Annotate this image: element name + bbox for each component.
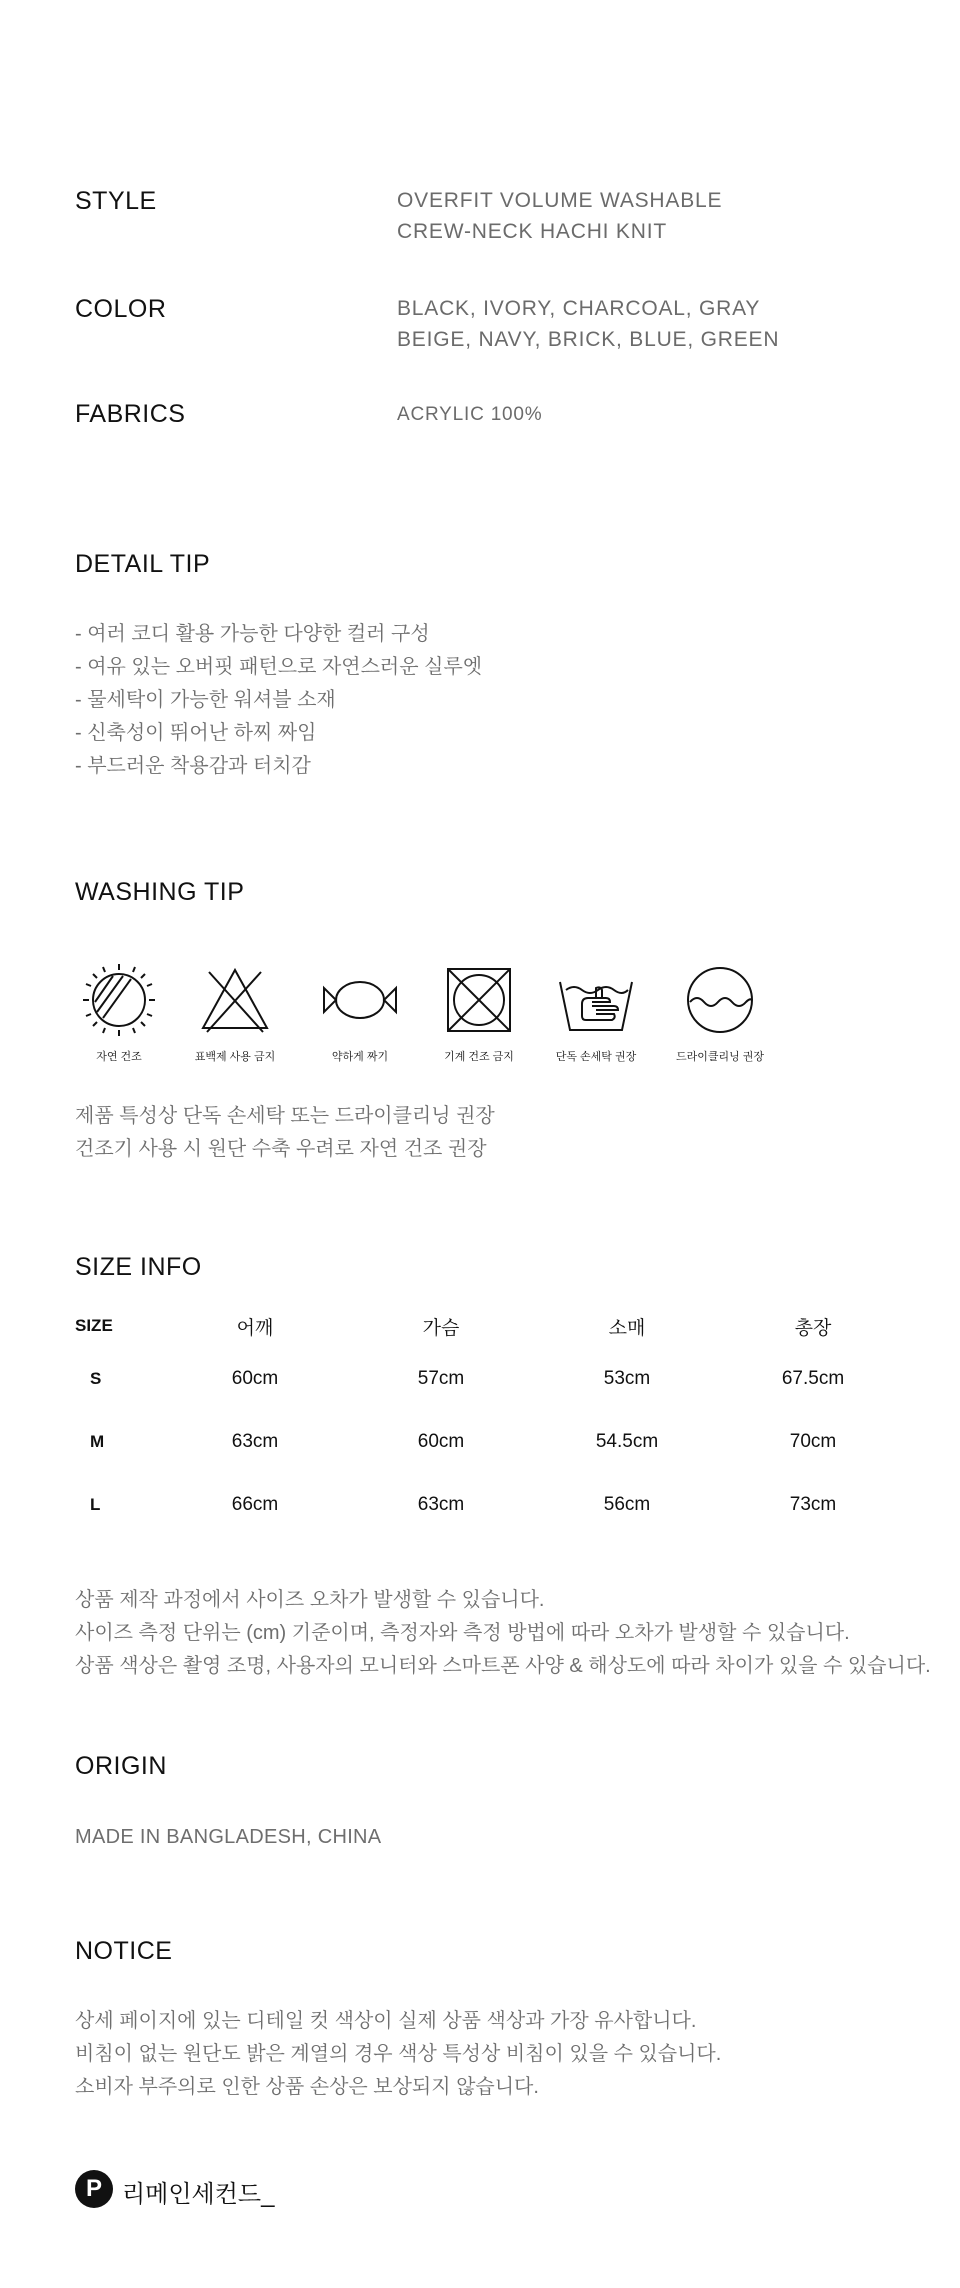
washing-tip-notes xyxy=(75,1100,495,1166)
notice-line: 소비자 부주의로 인한 상품 손상은 보상되지 않습니다. xyxy=(75,2076,539,2098)
origin-value: MADE IN BANGLADESH, CHINA xyxy=(75,1826,382,1848)
style-value-line: CREW-NECK HACHI KNIT xyxy=(397,220,667,243)
size-header-cell: 총장 xyxy=(794,1317,832,1339)
fabrics-value-line: ACRYLIC 100% xyxy=(397,404,543,425)
washing-tip-line: 건조기 사용 시 원단 수축 우려로 자연 건조 권장 xyxy=(75,1138,487,1160)
notice-line: 비침이 없는 원단도 밝은 계열의 경우 색상 특성상 비침이 있을 수 있습니다. xyxy=(75,2043,722,2065)
detail-tip-title: DETAIL TIP xyxy=(75,550,211,578)
size-notes xyxy=(75,1584,931,1683)
color-label: COLOR xyxy=(75,295,167,323)
wash-caption: 표백제 사용 금지 xyxy=(194,1051,276,1063)
wash-item-sun-dry xyxy=(64,960,174,1064)
wash-caption: 기계 건조 금지 xyxy=(444,1051,514,1063)
table-row xyxy=(75,1410,906,1473)
brand-name: 리메인세컨드_ xyxy=(122,2181,275,2208)
fabrics-value xyxy=(397,399,543,430)
size-header-cell: 소매 xyxy=(608,1317,646,1339)
notice-line: 상세 페이지에 있는 디테일 컷 색상이 실제 상품 색상과 가장 유사합니다. xyxy=(75,2010,697,2032)
origin-title: ORIGIN xyxy=(75,1752,167,1780)
brand-logo-icon xyxy=(75,2170,113,2208)
table-row xyxy=(75,1473,906,1536)
size-cell: 53cm xyxy=(603,1367,651,1389)
wash-caption: 단독 손세탁 권장 xyxy=(555,1051,637,1063)
size-note-line: 사이즈 측정 단위는 (cm) 기준이며, 측정자와 측정 방법에 따라 오차가 발생할 수 있습니다. xyxy=(75,1622,850,1644)
wash-item-hand-wash xyxy=(541,960,651,1064)
washing-tip-title: WASHING TIP xyxy=(75,878,245,906)
style-value-line: OVERFIT VOLUME WASHABLE xyxy=(397,189,723,212)
wash-caption: 드라이클리닝 권장 xyxy=(675,1051,765,1063)
size-table xyxy=(75,1305,906,1536)
size-cell: 54.5cm xyxy=(595,1430,659,1452)
size-header-cell: 가슴 xyxy=(422,1317,460,1339)
color-value xyxy=(397,293,779,355)
size-cell: 63cm xyxy=(417,1493,465,1515)
detail-tip-line: - 여러 코디 활용 가능한 다양한 컬러 구성 xyxy=(75,623,430,645)
size-cell: 57cm xyxy=(417,1367,465,1389)
no-bleach-icon xyxy=(195,960,275,1040)
size-note-line: 상품 색상은 촬영 조명, 사용자의 모니터와 스마트폰 사양 & 해상도에 따라 차이가 있을 수 있습니다. xyxy=(75,1655,931,1677)
gentle-wring-icon xyxy=(320,960,400,1040)
size-header-cell: 어깨 xyxy=(236,1317,274,1339)
size-table-header xyxy=(75,1305,906,1347)
size-cell: 73cm xyxy=(789,1493,837,1515)
table-row xyxy=(75,1347,906,1410)
size-cell: 70cm xyxy=(789,1430,837,1452)
wash-caption: 약하게 짜기 xyxy=(331,1051,389,1063)
color-value-line: BLACK, IVORY, CHARCOAL, GRAY xyxy=(397,297,761,320)
size-cell: L xyxy=(90,1494,101,1514)
color-value-line: BEIGE, NAVY, BRICK, BLUE, GREEN xyxy=(397,328,780,351)
wash-caption: 자연 건조 xyxy=(96,1051,142,1063)
wash-item-no-bleach xyxy=(180,960,290,1064)
washing-tip-line: 제품 특성상 단독 손세탁 또는 드라이클리닝 권장 xyxy=(75,1105,495,1127)
detail-tip-line: - 여유 있는 오버핏 패턴으로 자연스러운 실루엣 xyxy=(75,656,483,678)
wash-item-gentle-wring xyxy=(305,960,415,1064)
size-cell: 63cm xyxy=(231,1430,279,1452)
notice-list xyxy=(75,2005,721,2104)
size-cell: 60cm xyxy=(417,1430,465,1452)
wash-item-no-tumble-dry xyxy=(424,960,534,1064)
notice-title: NOTICE xyxy=(75,1937,173,1965)
brand-logo-letter: P xyxy=(85,2175,102,2202)
detail-tip-line: - 부드러운 착용감과 터치감 xyxy=(75,755,311,777)
detail-tip-line: - 신축성이 뛰어난 하찌 짜임 xyxy=(75,722,317,744)
size-header-cell: SIZE xyxy=(75,1316,113,1335)
fabrics-label: FABRICS xyxy=(75,400,186,428)
size-note-line: 상품 제작 과정에서 사이즈 오차가 발생할 수 있습니다. xyxy=(75,1589,545,1611)
size-info-title: SIZE INFO xyxy=(75,1253,202,1281)
hand-wash-icon xyxy=(556,960,636,1040)
style-label: STYLE xyxy=(75,187,157,215)
sun-dry-icon xyxy=(79,960,159,1040)
size-cell: 60cm xyxy=(231,1367,279,1389)
no-tumble-dry-icon xyxy=(439,960,519,1040)
size-cell: 66cm xyxy=(231,1493,279,1515)
dry-clean-icon xyxy=(680,960,760,1040)
size-cell: 56cm xyxy=(603,1493,651,1515)
wash-item-dry-clean xyxy=(665,960,775,1064)
size-cell: M xyxy=(90,1431,105,1451)
size-cell: 67.5cm xyxy=(781,1367,845,1389)
size-cell: S xyxy=(90,1368,102,1388)
detail-tip-line: - 물세탁이 가능한 워셔블 소재 xyxy=(75,689,336,711)
detail-tip-list xyxy=(75,618,482,783)
style-value xyxy=(397,185,722,247)
